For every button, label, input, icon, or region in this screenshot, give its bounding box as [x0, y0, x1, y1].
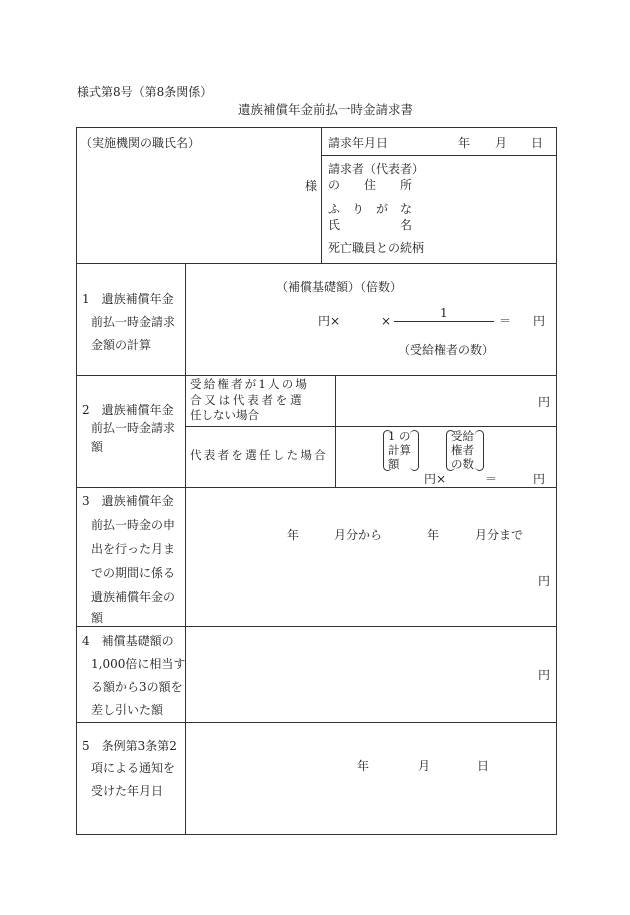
name-label: 氏 名	[328, 218, 413, 232]
notice-year: 年	[357, 759, 370, 773]
address-label: の 住 所	[328, 178, 413, 192]
period-end-year: 年	[427, 528, 440, 542]
case-single-yen: 円	[538, 395, 551, 409]
formula-yen-times: 円×	[318, 314, 341, 328]
calc-bracket-right	[410, 430, 419, 471]
period-to: 月分まで	[475, 528, 524, 542]
formula-yen: 円	[533, 314, 546, 328]
notice-day: 日	[477, 759, 490, 773]
request-day: 日	[531, 136, 544, 150]
case-rep-yen: 円	[533, 472, 546, 486]
case-rep-equals: ＝	[485, 472, 498, 486]
notice-month: 月	[418, 759, 431, 773]
request-year: 年	[458, 136, 471, 150]
request-month: 月	[495, 136, 508, 150]
form-title: 遺族補償年金前払一時金請求書	[238, 102, 414, 117]
fraction-bar	[394, 321, 494, 322]
formula-header: （補償基礎額）（倍数）	[276, 280, 403, 294]
section-4-yen: 円	[538, 668, 551, 682]
fraction-numerator: 1	[440, 306, 448, 320]
request-date-label: 請求年月日	[328, 136, 389, 150]
form-number: 様式第8号（第8条関係）	[77, 85, 213, 99]
section-3-yen: 円	[538, 574, 551, 588]
institution-label: （実施機関の職氏名）	[80, 136, 201, 150]
requester-label: 請求者（代表者）	[328, 162, 425, 176]
period-start-year: 年	[287, 528, 300, 542]
formula-times: ×	[381, 314, 392, 328]
honorific: 様	[305, 179, 318, 193]
formula-equals: ＝	[499, 314, 512, 328]
furigana-label: ふ り が な	[328, 202, 413, 216]
case-rep-label: 代表者を選任した場合	[190, 448, 328, 462]
fraction-denominator: （受給権者の数）	[398, 343, 495, 357]
period-from: 月分から	[334, 528, 383, 542]
case-rep-yen-times: 円×	[424, 472, 447, 486]
relation-label: 死亡職員との続柄	[328, 241, 425, 255]
holders-bracket-right	[475, 430, 484, 471]
